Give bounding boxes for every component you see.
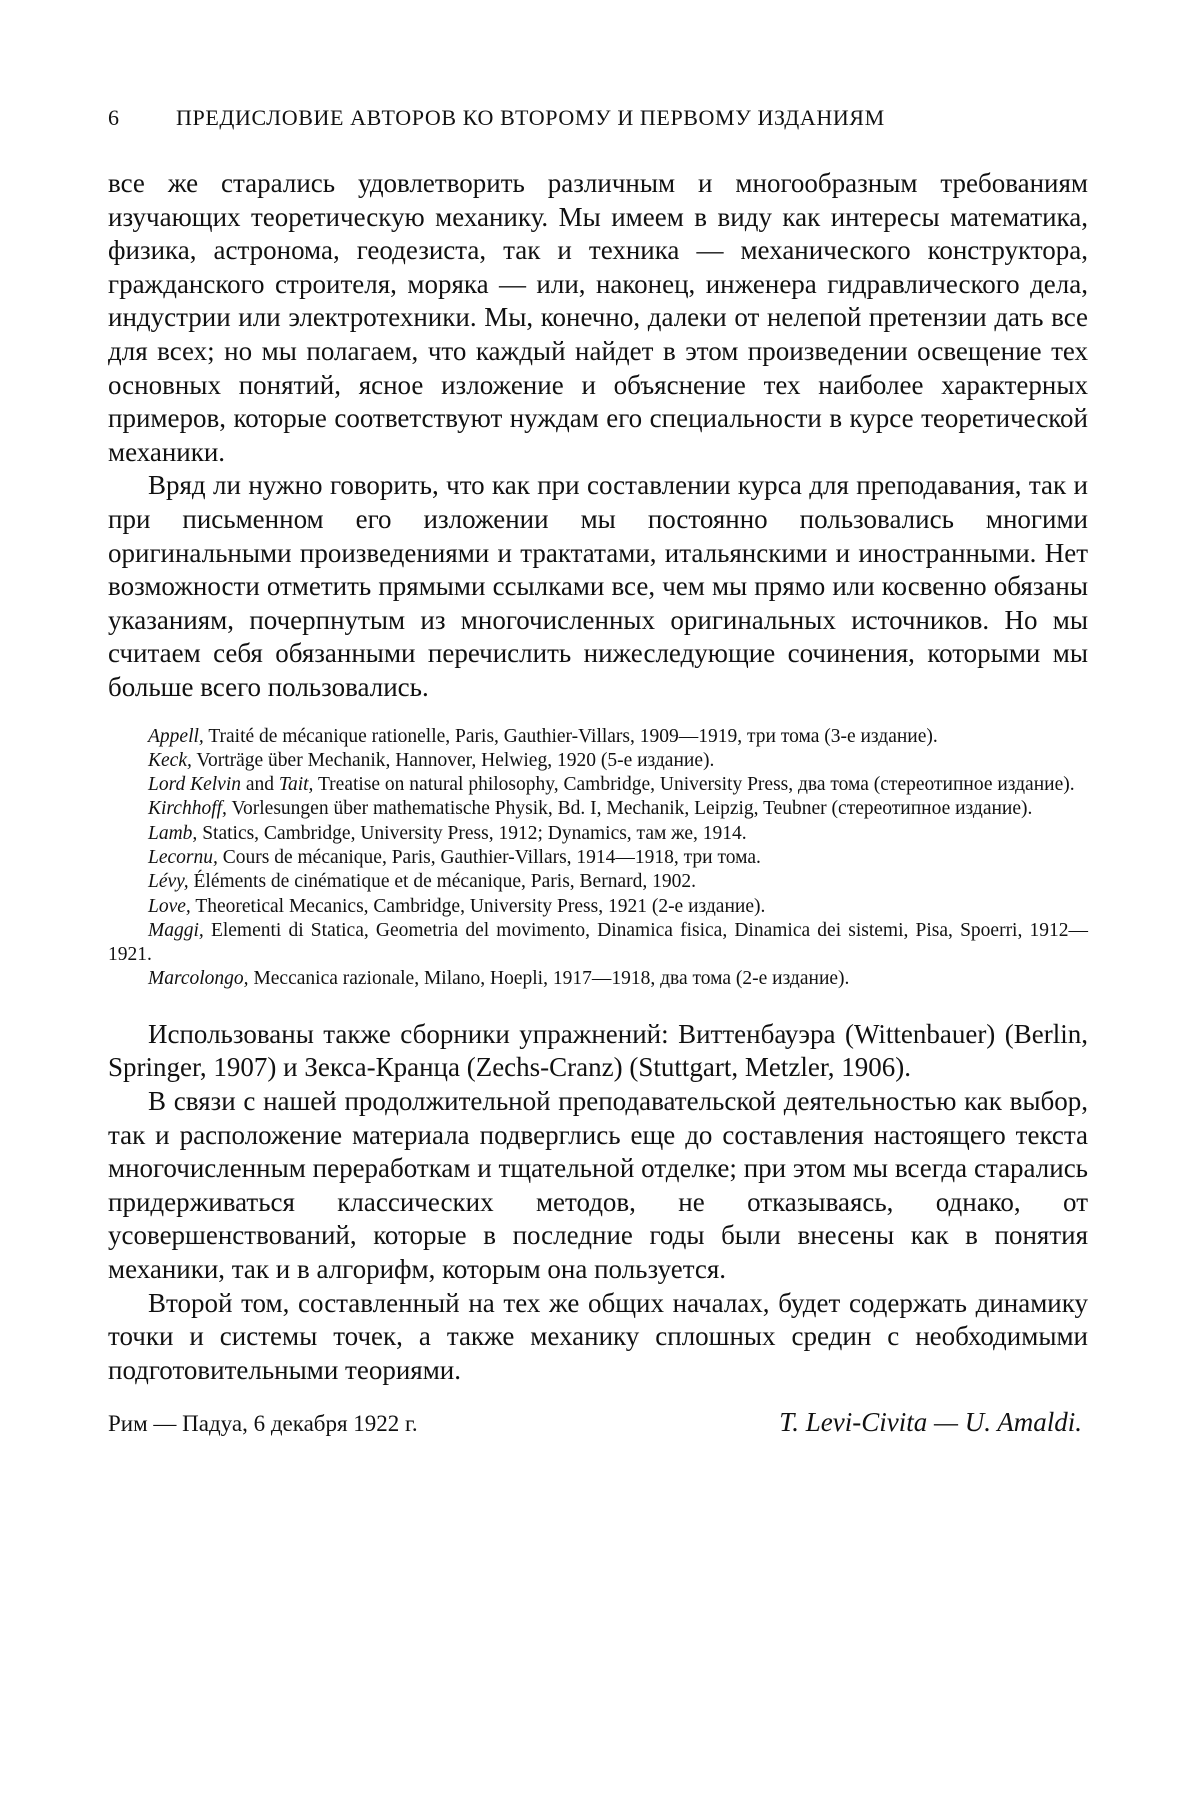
reference-text: Treatise on natural philosophy, Cambridge, University Press, два тома (стереотипное издание).	[317, 774, 1075, 796]
reference-item	[108, 895, 1088, 919]
reference-author: Lecornu,	[148, 846, 218, 868]
reference-author: Marcolongo,	[148, 968, 249, 990]
reference-text: Statics, Cambridge, University Press, 1912; Dynamics, там же, 1914.	[202, 822, 747, 844]
signature-line	[108, 1407, 1088, 1438]
reference-author: Lord Kelvin	[148, 774, 241, 796]
reference-author: Maggi,	[148, 919, 204, 941]
reference-author: Lamb,	[148, 822, 198, 844]
reference-author: Tait,	[278, 774, 314, 796]
reference-item	[108, 797, 1088, 821]
reference-text: Éléments de cinématique et de mécanique, Paris, Bernard, 1902.	[193, 871, 696, 893]
running-header	[108, 105, 1088, 145]
reference-text: Cours de mécanique, Paris, Gauthier-Villars, 1914—1918, три тома.	[222, 846, 761, 868]
author-signature: T. Levi-Civita — U. Amaldi.	[779, 1407, 1082, 1438]
reference-text: Elementi di Statica, Geometria del movimento, Dinamica fisica, Dinamica dei sistemi, Pisa, Spoerri, 1912—1921.	[108, 919, 1089, 966]
paragraph: Второй том, составленный на тех же общих началах, будет содержать динамику точки и системы точек, а также механику сплошных средин с необходимыми подготовительными теориями.	[108, 1287, 1088, 1385]
reference-author: Appell,	[148, 725, 204, 747]
page-number: 6	[108, 105, 120, 130]
reference-text: Vorträge über Mechanik, Hannover, Helwieg, 1920 (5-е издание).	[196, 749, 715, 771]
reference-author: Love,	[148, 895, 191, 917]
reference-author: Keck,	[148, 749, 192, 771]
reference-text: Meccanica razionale, Milano, Hoepli, 1917—1918, два тома (2-е издание).	[253, 968, 850, 990]
reference-text: Theoretical Mecanics, Cambridge, University Press, 1921 (2-е издание).	[195, 895, 766, 917]
reference-item	[108, 846, 1088, 870]
paragraph: Использованы также сборники упражнений: Виттенбауэра (Wittenbauer) (Berlin, Springer, 1907) и Зекса-Кранца (Zechs-Cranz) (Stuttgart, Metzler, 1906).	[108, 1018, 1088, 1083]
paragraph: В связи с нашей продолжительной преподавательской деятельностью как выбор, так и расположение материала подверглись еще до составления настоящего текста многочисленным переработкам и тщательной отделке; при этом мы всегда старались придерживаться классических методов, не отказываясь, однако, от усовершенствований, которые в последние годы были внесены как в понятия механики, так и в алгорифм, которым она пользуется.	[108, 1085, 1088, 1284]
reference-item	[108, 870, 1088, 894]
reference-text: Vorlesungen über mathematische Physik, Bd. I, Mechanik, Leipzig, Teubner (стереотипное издание).	[231, 798, 1033, 820]
paragraph: все же старались удовлетворить различным и многообразным требованиям изучающих теоретическую механику. Мы имеем в виду как интересы математика, физика, астронома, геодезиста, так и техника — механического конструктора, гражданского строителя, моряка — или, наконец, инженера гидравлического дела, индустрии или электротехники. Мы, конечно, далеки от нелепой претензии дать все для всех; но мы полагаем, что каждый найдет в этом произведении освещение тех основных понятий, ясное изложение и объяснение тех наиболее характерных примеров, которые соответствуют нуждам его специальности в курсе теоретической механики.	[108, 168, 1088, 467]
reference-text: and	[245, 774, 275, 796]
reference-item	[108, 725, 1088, 749]
page	[108, 105, 1088, 1438]
place-date: Рим — Падуа, 6 декабря 1922 г.	[108, 1411, 418, 1437]
reference-author: Kirchhoff,	[148, 798, 227, 820]
reference-item	[108, 919, 1088, 968]
reference-list	[108, 725, 1088, 992]
running-title: ПРЕДИСЛОВИЕ АВТОРОВ КО ВТОРОМУ И ПЕРВОМУ ИЗДАНИЯМ	[176, 105, 885, 130]
reference-item	[108, 773, 1088, 797]
reference-author: Lévy,	[148, 871, 189, 893]
paragraph: Вряд ли нужно говорить, что как при составлении курса для преподавания, так и при письменном его изложении мы постоянно пользовались многими оригинальными произведениями и трактатами, итальянскими и иностранными. Нет возможности отметить прямыми ссылками все, чем мы прямо или косвенно обязаны указаниям, почерпнутым из многочисленных оригинальных источников. Но мы считаем себя обязанными перечислить нижеследующие сочинения, которыми мы больше всего пользовались.	[108, 470, 1088, 702]
reference-item	[108, 749, 1088, 773]
reference-item	[108, 967, 1088, 991]
reference-text: Traité de mécanique rationelle, Paris, Gauthier-Villars, 1909—1919, три тома (3-е издание).	[208, 725, 938, 747]
reference-item	[108, 822, 1088, 846]
